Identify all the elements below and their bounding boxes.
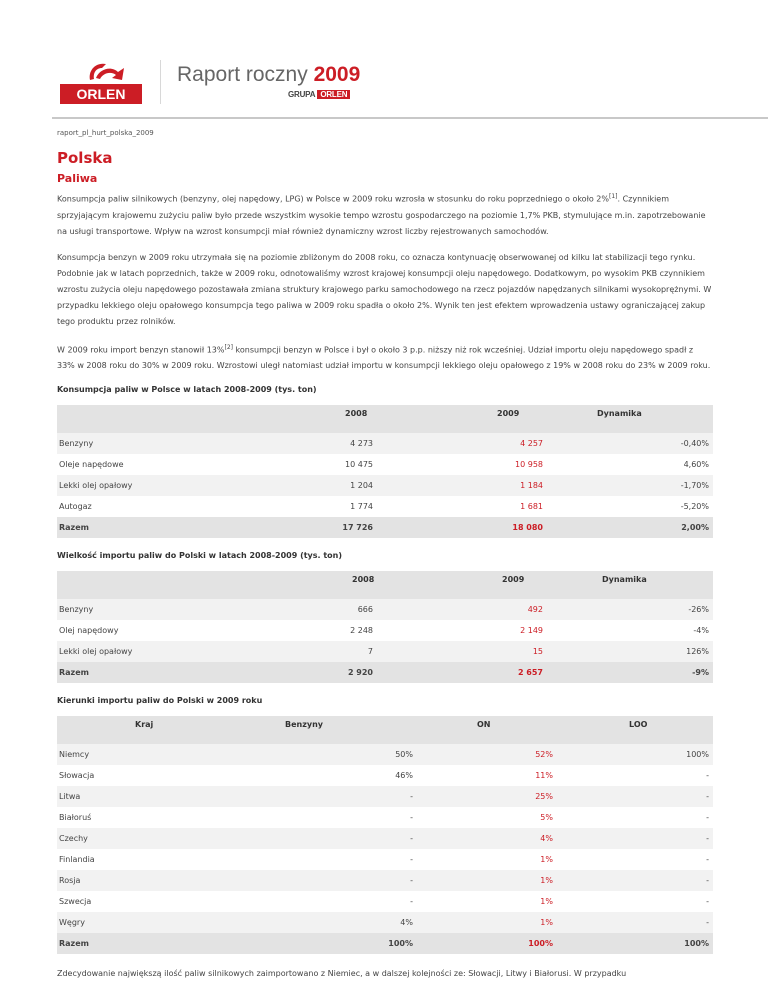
table-row	[57, 496, 713, 517]
table-cell: 17 726	[257, 517, 377, 538]
table-row	[57, 599, 713, 620]
table-cell: 100%	[417, 933, 557, 954]
paragraph-3-text-b: konsumpcji benzyn w Polsce i był o około 3 p.p. niższy niż rok wcześniej. Udział importu oleju napędowego spadł z 33% w 2008 roku do 30% w 2009 roku. Wzrostowi uległ natomiast udział importu w konsumpcji lekkiego oleju opałowego z 19% w 2008 roku do 23% w 2009 roku.	[57, 345, 711, 371]
table-row	[57, 828, 713, 849]
paragraph-3	[57, 340, 713, 375]
table-cell: -	[557, 912, 713, 933]
table-row	[57, 641, 713, 662]
table-row	[57, 870, 713, 891]
table-cell: Białoruś	[59, 813, 92, 823]
table-cell: -	[257, 828, 417, 849]
grupa-orlen-label	[288, 90, 350, 99]
col-header: Benzyny	[257, 716, 417, 744]
table-cell: -	[410, 813, 413, 823]
table-cell: -	[410, 855, 413, 865]
table-cell: Litwa	[57, 786, 257, 807]
table-cell: 1%	[540, 897, 553, 907]
table-cell: 4 273	[257, 433, 377, 454]
table-header-row	[57, 571, 713, 599]
grupa-brand: ORLEN	[317, 90, 350, 99]
report-title	[177, 63, 360, 87]
table-cell: Niemcy	[57, 744, 257, 765]
header-divider	[160, 60, 161, 104]
table-cell: 10 475	[345, 460, 373, 470]
table-cell: 100%	[557, 744, 713, 765]
col-header: 2009	[377, 571, 547, 599]
paragraph-1-text-a: Konsumpcja paliw silnikowych (benzyny, olej napędowy, LPG) w Polsce w 2009 roku wzrosła w stosunku do roku poprzedniego o około 2%	[57, 194, 609, 204]
table-cell: -	[557, 870, 713, 891]
table-cell: Finlandia	[59, 855, 95, 865]
table-row	[57, 744, 713, 765]
report-year: 2009	[313, 63, 361, 86]
table-cell: Czechy	[57, 828, 257, 849]
table-cell: -1,70%	[547, 475, 713, 496]
table-cell: -5,20%	[680, 502, 709, 512]
table-cell: 492	[377, 599, 547, 620]
table-cell: 7	[257, 641, 377, 662]
table-cell: 50%	[257, 744, 417, 765]
table-cell: 10 958	[515, 460, 543, 470]
table-cell: 11%	[535, 771, 553, 781]
table-cell: Szwecja	[59, 897, 92, 907]
table-cell: 1 204	[257, 475, 377, 496]
consumption-table-title: Konsumpcja paliw w Polsce w latach 2008-2009 (tys. ton)	[57, 385, 317, 395]
table-cell: -	[410, 897, 413, 907]
col-header	[57, 405, 257, 433]
table-cell: 4%	[417, 828, 557, 849]
import-directions-table	[57, 716, 713, 954]
table-cell: -	[706, 855, 709, 865]
import-volume-table	[57, 571, 713, 683]
table-cell: -26%	[547, 599, 713, 620]
table-cell: 100%	[257, 933, 417, 954]
table-cell: 1 774	[350, 502, 373, 512]
table-cell: -4%	[693, 626, 709, 636]
table-cell: -	[557, 828, 713, 849]
table-cell: 1%	[540, 855, 553, 865]
table-row	[57, 454, 713, 475]
table-cell: -0,40%	[547, 433, 713, 454]
table-total-row	[57, 662, 713, 683]
grupa-text: GRUPA	[288, 90, 316, 99]
table-row	[57, 475, 713, 496]
col-header: ON	[417, 716, 557, 744]
col-header: 2008	[257, 405, 377, 433]
footnote-ref-2[interactable]: [2]	[224, 343, 233, 351]
table-cell: Lekki olej opałowy	[57, 475, 257, 496]
table-cell: Węgry	[57, 912, 257, 933]
paragraph-1	[57, 189, 713, 240]
table-row	[57, 620, 713, 641]
consumption-table	[57, 405, 713, 538]
table-cell: Benzyny	[57, 599, 257, 620]
report-title-prefix: Raport roczny	[177, 63, 308, 86]
table-cell: 100%	[557, 933, 713, 954]
import-volume-table-title: Wielkość importu paliw do Polski w latach 2008-2009 (tys. ton)	[57, 551, 343, 561]
paragraph-2: Konsumpcja benzyn w 2009 roku utrzymała się na poziomie zbliżonym do 2008 roku, co oznacza kontynuację obserwowanej od kilku lat stabilizacji tego rynku. Podobnie jak w latach poprzednich, także w 2009 roku, odnotowaliśmy wzrost krajowej konsumpcji oleju napędowego. Dodatkowym, po wysokim PKB czynnikiem wzrostu zużycia oleju napędowego pozostawała zmiana struktury krajowego parku samochodowego na rzecz pojazdów napędzanych silnikami wysokoprężnymi. W przypadku lekkiego oleju opałowego konsumpcja tego paliwa w 2009 roku spadła o około 2%. Wynik ten jest efektem wprowadzenia ustawy ograniczającej zakup tego produktu przez rolników.	[57, 252, 712, 326]
table-cell: 46%	[395, 771, 413, 781]
table-cell: Lekki olej opałowy	[57, 641, 257, 662]
table-cell: 2 657	[377, 662, 547, 683]
col-header: Kraj	[57, 716, 257, 744]
table-cell: 1%	[417, 870, 557, 891]
table-cell: 1%	[417, 912, 557, 933]
table-cell: -	[706, 771, 709, 781]
table-cell: -	[257, 786, 417, 807]
import-directions-table-section	[57, 695, 713, 954]
table-cell: 4%	[257, 912, 417, 933]
table-row	[57, 891, 713, 912]
col-header: LOO	[557, 716, 713, 744]
import-directions-table-title: Kierunki importu paliw do Polski w 2009 roku	[57, 696, 263, 706]
import-volume-table-section	[57, 550, 713, 683]
main-content	[57, 148, 713, 992]
table-cell: 1 184	[377, 475, 547, 496]
table-cell: Benzyny	[57, 433, 257, 454]
col-header: Dynamika	[547, 571, 713, 599]
table-cell: -	[557, 786, 713, 807]
table-cell: 1 681	[520, 502, 543, 512]
logo-text: ORLEN	[76, 86, 126, 102]
table-total-row	[57, 933, 713, 954]
table-cell: 2 149	[520, 626, 543, 636]
table-row	[57, 765, 713, 786]
table-cell: Rosja	[57, 870, 257, 891]
col-header: 2009	[377, 405, 547, 433]
table-cell: Razem	[57, 662, 257, 683]
table-cell: -	[257, 870, 417, 891]
table-cell: 2 920	[257, 662, 377, 683]
orlen-logo	[60, 58, 142, 104]
table-header-row	[57, 716, 713, 744]
table-cell: -9%	[547, 662, 713, 683]
col-header	[57, 571, 257, 599]
table-header-row	[57, 405, 713, 433]
paragraph-1-text-b: . Czynnikiem sprzyjającym krajowemu zużyciu paliw było przede wszystkim wysokie tempo wzrostu gospodarczego na poziomie 1,7% PKB, stymulujące m.in. zapotrzebowanie na usługi transportowe. Wpływ na wzrost konsumpcji miał również dynamiczny wzrost liczby rejestrowanych samochodów.	[57, 194, 706, 236]
paragraph-4: Zdecydowanie największą ilość paliw silnikowych zaimportowano z Niemiec, a w dalszej kolejności ze: Słowacji, Litwy i Białorusi. W przypadku	[57, 969, 627, 979]
table-total-row	[57, 517, 713, 538]
paragraph-3-text-a: W 2009 roku import benzyn stanowił 13%	[57, 345, 225, 355]
consumption-table-section	[57, 384, 713, 538]
col-header: Dynamika	[547, 405, 713, 433]
table-cell: 15	[377, 641, 547, 662]
table-cell: Słowacja	[59, 771, 95, 781]
table-cell: Oleje napędowe	[59, 460, 124, 470]
table-cell: 126%	[547, 641, 713, 662]
table-cell: -	[706, 897, 709, 907]
table-cell: 4,60%	[683, 460, 709, 470]
table-cell: 25%	[417, 786, 557, 807]
table-cell: Razem	[57, 517, 257, 538]
section-title: Paliwa	[57, 172, 98, 185]
header-rule	[52, 117, 768, 119]
table-cell: 18 080	[377, 517, 547, 538]
table-cell: 4 257	[377, 433, 547, 454]
page-title: Polska	[57, 149, 113, 167]
table-row	[57, 912, 713, 933]
table-cell: -	[706, 813, 709, 823]
table-cell: Autogaz	[59, 502, 92, 512]
table-row	[57, 786, 713, 807]
table-cell: 52%	[417, 744, 557, 765]
table-row	[57, 849, 713, 870]
footnote-ref-1[interactable]: [1]	[608, 193, 618, 200]
document-id: raport_pl_hurt_polska_2009	[57, 129, 154, 137]
table-cell: 5%	[540, 813, 553, 823]
table-row	[57, 433, 713, 454]
table-cell: Razem	[57, 933, 257, 954]
table-cell: 666	[257, 599, 377, 620]
table-cell: 2 248	[350, 626, 373, 636]
table-cell: 2,00%	[547, 517, 713, 538]
table-cell: Olej napędowy	[59, 626, 119, 636]
report-header	[0, 0, 768, 117]
table-row	[57, 807, 713, 828]
col-header: 2008	[257, 571, 377, 599]
